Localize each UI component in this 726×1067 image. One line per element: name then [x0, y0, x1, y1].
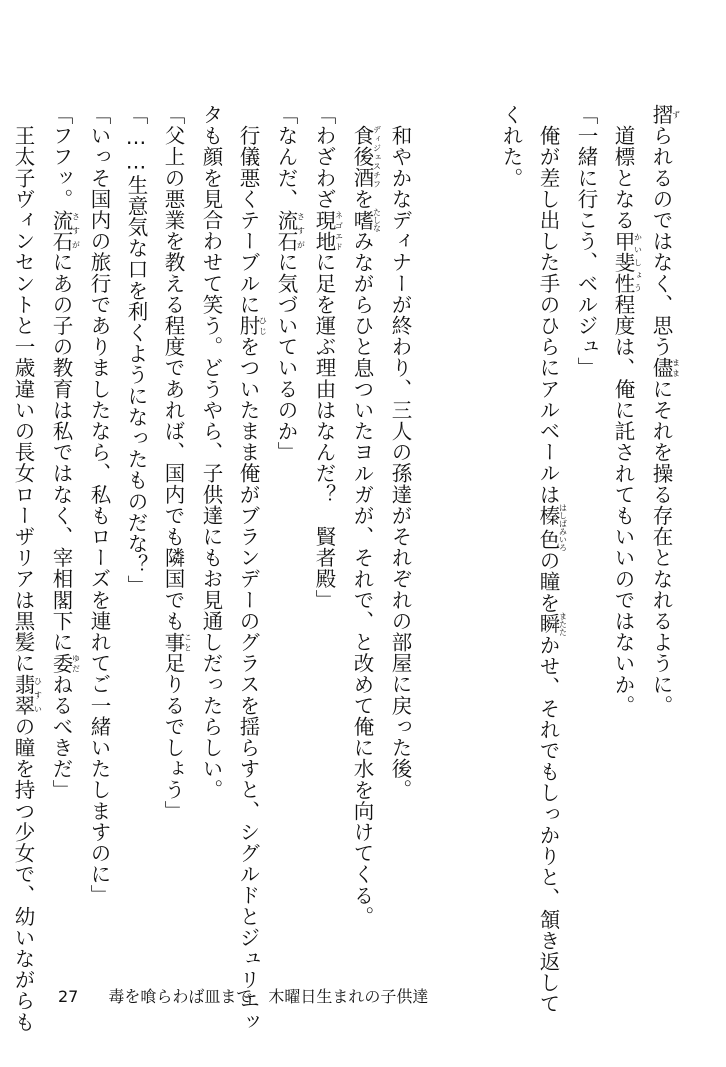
ruby-base: 宰相: [49, 547, 73, 590]
text-run: をついたまま俺がブランデーのグラスを揺らすと、シグルドとジュリエッ: [236, 336, 260, 1033]
ruby-reading: ひすい: [33, 673, 43, 716]
ruby-base: 委: [49, 652, 73, 674]
ruby-word: [536, 503, 568, 552]
ruby-word: [649, 104, 681, 126]
ruby-reading: ネゴエド: [334, 209, 344, 252]
text-run: 足りるでしょう」: [161, 652, 185, 822]
ruby-word: [49, 547, 73, 589]
ruby-base: 流石: [274, 209, 298, 252]
ruby-reading: ゆだ: [71, 652, 81, 674]
text-line: [305, 104, 343, 944]
ruby-base: 儘: [649, 357, 673, 379]
text-run: られるのではなく、思う: [649, 125, 673, 358]
text-run: 「いっそ国内の旅行でありましたなら、私もローズを連れてご一緒いたしますのに」: [87, 104, 111, 906]
ruby-word: [649, 357, 681, 379]
ruby-reading: ディジェスチフ: [372, 125, 382, 189]
text-run: みながらひと息ついたヨルガが、それで、と改めて俺に水を向けてくる。: [350, 230, 374, 927]
ruby-base: 肘: [236, 315, 260, 337]
text-run: 「なんだ、: [274, 104, 298, 210]
ruby-base: 摺: [649, 104, 673, 126]
running-title: 毒を喰らわば皿まで 木曜日生まれの子供達: [108, 987, 429, 1006]
text-line: [567, 104, 604, 944]
text-run: 「わざわざ: [312, 104, 336, 210]
ruby-word: [611, 230, 643, 294]
text-run: くれた。: [499, 104, 523, 189]
text-line: [154, 104, 192, 944]
text-line: [492, 104, 529, 944]
ruby-word: [312, 209, 344, 252]
ruby-base: 食後酒: [350, 125, 374, 189]
text-line: [229, 104, 268, 1033]
text-run: に足を運ぶ理由はなんだ？ 賢者殿」: [312, 251, 336, 611]
text-run: ねるべきだ」: [49, 673, 73, 801]
ruby-reading: かいしょう: [633, 230, 643, 294]
ruby-word: [350, 208, 382, 233]
ruby-word: [350, 125, 382, 189]
ruby-base: 流石: [49, 209, 73, 252]
text-line: [267, 104, 305, 944]
text-run: 「父上の悪業を教える程度であれば、国内でも隣国でも: [161, 104, 185, 632]
text-line: [604, 104, 642, 944]
text-line: [642, 104, 680, 944]
page-footer: [58, 984, 428, 1007]
text-run: 「一緒に行こう、ベルジュ」: [574, 104, 598, 379]
text-run: に気づいているのか」: [274, 251, 298, 463]
ruby-reading: ず: [671, 104, 681, 126]
text-run: 王太子ヴィンセントと一歳違いの長女ローザリアは黒髪に: [11, 104, 35, 674]
ruby-reading: はしばみいろ: [558, 503, 568, 552]
text-run: の瞳を: [536, 550, 560, 614]
text-run: 俺が差し出した手のひらにアルベールは: [536, 104, 560, 505]
ruby-base: 翡翠: [11, 673, 35, 716]
text-run: かせ、それでもしっかりと、頷き返して: [536, 634, 560, 1015]
ruby-word: [49, 209, 81, 252]
text-line: [529, 104, 568, 1015]
ruby-base: 嗜: [350, 208, 374, 233]
text-run: 「……生意気な口を利くようになったものだな？」: [124, 104, 148, 597]
text-line: [117, 104, 154, 944]
ruby-word: [161, 631, 193, 653]
ruby-reading: たしな: [372, 208, 382, 233]
page-number: 27: [58, 987, 79, 1006]
ruby-reading: さすが: [296, 209, 306, 252]
text-line: [80, 104, 117, 944]
ruby-reading: またた: [558, 611, 568, 636]
text-run: タも顔を見合わせて笑う。どうやら、子供達にもお見通しだったらしい。: [199, 104, 223, 801]
ruby-word: [11, 673, 43, 716]
text-line: [192, 104, 229, 944]
text-line: [381, 104, 418, 944]
ruby-reading: こと: [183, 631, 193, 653]
ruby-word: [274, 209, 306, 252]
text-run: にあの子の教育は私ではなく、: [49, 251, 73, 548]
text-run: 程度は、俺に託されてもいいのではないか。: [611, 293, 635, 716]
ruby-reading: まま: [671, 357, 681, 379]
text-run: の瞳を持つ少女で、幼いながらも: [11, 715, 35, 1033]
ruby-base: 現地: [312, 209, 336, 252]
text-run: にそれを操る存在となれるように。: [649, 378, 673, 716]
ruby-reading: ひじ: [258, 315, 268, 337]
ruby-base: 事: [161, 631, 185, 653]
ruby-word: [536, 611, 568, 636]
text-run: [350, 104, 374, 125]
text-run: 閣下に: [49, 589, 73, 653]
text-run: 道標となる: [611, 104, 635, 231]
text-line: [42, 104, 80, 944]
ruby-word: [236, 315, 268, 337]
text-run: を: [350, 188, 374, 210]
text-line: [343, 104, 381, 944]
text-run: 「フフッ。: [49, 104, 73, 210]
text-line: [4, 104, 43, 1033]
text-run: 和やかなディナーが終わり、三人の孫達がそれぞれの部屋に戻った後。: [388, 104, 412, 801]
ruby-word: [49, 652, 81, 674]
ruby-base: 瞬: [536, 611, 560, 636]
ruby-base: 甲斐性: [611, 230, 635, 294]
text-line: [0, 104, 4, 944]
ruby-base: 榛色: [536, 503, 560, 552]
ruby-reading: さすが: [71, 209, 81, 252]
text-run: 行儀悪くテーブルに: [236, 104, 260, 315]
